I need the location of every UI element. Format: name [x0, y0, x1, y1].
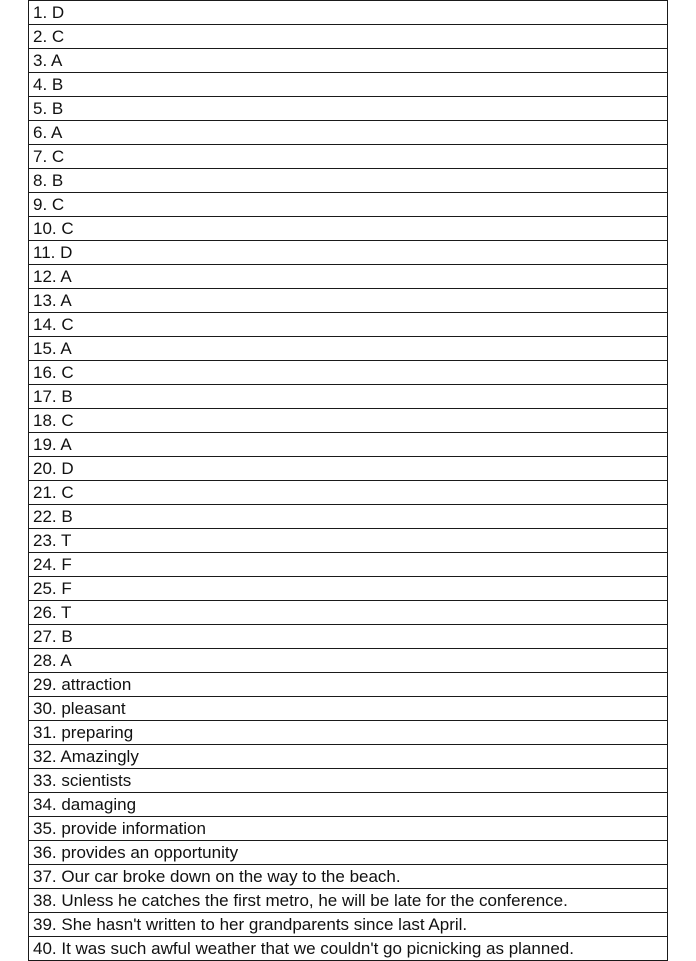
- answer-row: [29, 49, 668, 73]
- answer-cell: 13. A: [29, 289, 668, 313]
- answer-key-sheet: [28, 0, 668, 961]
- answer-cell: 40. It was such awful weather that we couldn't go picnicking as planned.: [29, 937, 668, 961]
- answer-row: [29, 169, 668, 193]
- answer-cell: 30. pleasant: [29, 697, 668, 721]
- answer-row: [29, 937, 668, 961]
- answer-cell: 22. B: [29, 505, 668, 529]
- answer-row: [29, 409, 668, 433]
- answer-row: [29, 841, 668, 865]
- answer-cell: 39. She hasn't written to her grandparents since last April.: [29, 913, 668, 937]
- answer-row: [29, 649, 668, 673]
- answer-cell: 12. A: [29, 265, 668, 289]
- answer-row: [29, 889, 668, 913]
- answer-row: [29, 529, 668, 553]
- answer-row: [29, 385, 668, 409]
- answer-row: [29, 865, 668, 889]
- answer-row: [29, 721, 668, 745]
- answer-row: [29, 1, 668, 25]
- answer-cell: 8. B: [29, 169, 668, 193]
- answer-row: [29, 697, 668, 721]
- answer-cell: 7. C: [29, 145, 668, 169]
- answer-row: [29, 745, 668, 769]
- answer-cell: 1. D: [29, 1, 668, 25]
- answer-row: [29, 505, 668, 529]
- answer-row: [29, 481, 668, 505]
- answer-cell: 24. F: [29, 553, 668, 577]
- answer-row: [29, 337, 668, 361]
- answer-row: [29, 769, 668, 793]
- answer-row: [29, 193, 668, 217]
- answer-cell: 37. Our car broke down on the way to the beach.: [29, 865, 668, 889]
- answer-cell: 36. provides an opportunity: [29, 841, 668, 865]
- answer-row: [29, 265, 668, 289]
- answer-cell: 23. T: [29, 529, 668, 553]
- answer-row: [29, 217, 668, 241]
- answer-row: [29, 241, 668, 265]
- answer-cell: 9. C: [29, 193, 668, 217]
- answer-cell: 28. A: [29, 649, 668, 673]
- answer-cell: 25. F: [29, 577, 668, 601]
- answer-cell: 38. Unless he catches the first metro, he will be late for the conference.: [29, 889, 668, 913]
- answer-row: [29, 553, 668, 577]
- answer-cell: 32. Amazingly: [29, 745, 668, 769]
- answer-row: [29, 289, 668, 313]
- answer-row: [29, 673, 668, 697]
- answer-cell: 3. A: [29, 49, 668, 73]
- answer-row: [29, 625, 668, 649]
- answer-row: [29, 313, 668, 337]
- answer-cell: 5. B: [29, 97, 668, 121]
- answer-cell: 19. A: [29, 433, 668, 457]
- answer-cell: 17. B: [29, 385, 668, 409]
- answer-cell: 34. damaging: [29, 793, 668, 817]
- answer-row: [29, 145, 668, 169]
- answer-row: [29, 97, 668, 121]
- answer-cell: 33. scientists: [29, 769, 668, 793]
- answer-cell: 11. D: [29, 241, 668, 265]
- answer-row: [29, 793, 668, 817]
- answer-cell: 20. D: [29, 457, 668, 481]
- answer-cell: 35. provide information: [29, 817, 668, 841]
- answer-cell: 29. attraction: [29, 673, 668, 697]
- answer-row: [29, 433, 668, 457]
- answer-row: [29, 73, 668, 97]
- answer-cell: 16. C: [29, 361, 668, 385]
- answer-key-table: [28, 0, 668, 961]
- answer-row: [29, 577, 668, 601]
- answer-cell: 15. A: [29, 337, 668, 361]
- answer-rows: [29, 1, 668, 961]
- answer-cell: 26. T: [29, 601, 668, 625]
- answer-row: [29, 25, 668, 49]
- answer-cell: 4. B: [29, 73, 668, 97]
- answer-row: [29, 913, 668, 937]
- answer-cell: 31. preparing: [29, 721, 668, 745]
- answer-row: [29, 361, 668, 385]
- answer-row: [29, 601, 668, 625]
- answer-row: [29, 121, 668, 145]
- answer-cell: 14. C: [29, 313, 668, 337]
- answer-cell: 10. C: [29, 217, 668, 241]
- answer-cell: 18. C: [29, 409, 668, 433]
- answer-cell: 27. B: [29, 625, 668, 649]
- answer-row: [29, 457, 668, 481]
- answer-cell: 2. C: [29, 25, 668, 49]
- answer-row: [29, 817, 668, 841]
- answer-cell: 21. C: [29, 481, 668, 505]
- answer-cell: 6. A: [29, 121, 668, 145]
